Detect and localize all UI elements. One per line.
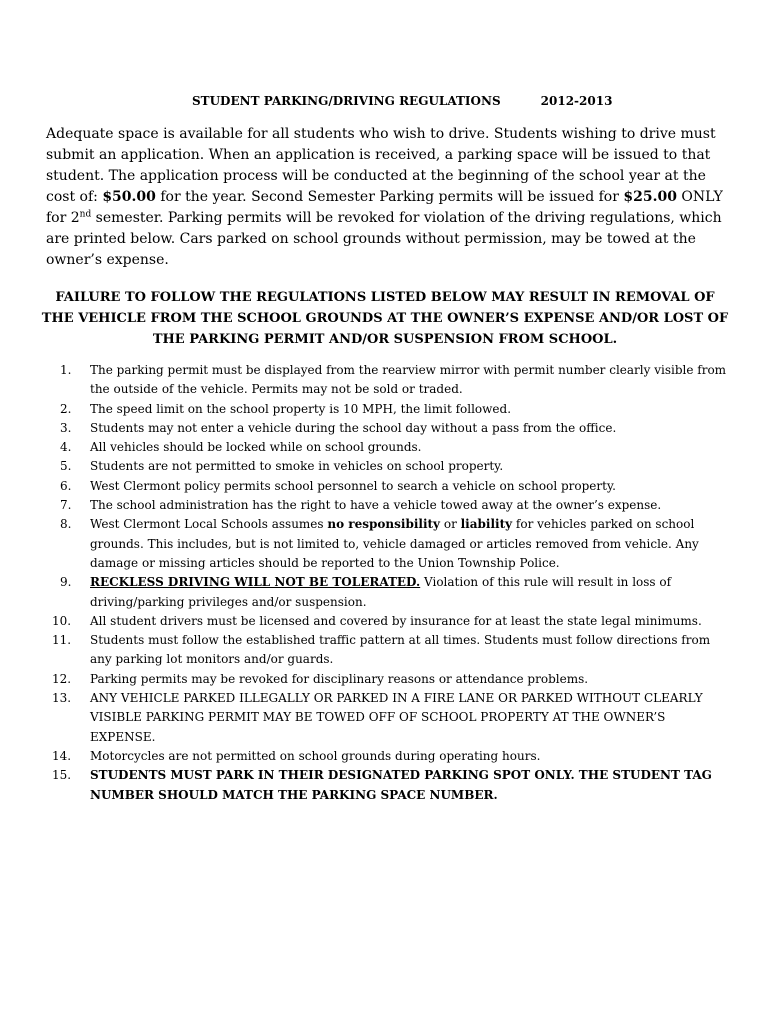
item-number: 8. bbox=[60, 517, 72, 532]
fee-full-year: $50.00 bbox=[102, 189, 156, 205]
item-text: West Clermont policy permits school personnel to search a vehicle on school property. bbox=[90, 478, 616, 493]
intro-text-3: ONLY for 2 bbox=[46, 189, 723, 226]
list-item bbox=[46, 419, 730, 438]
item-text-c: or bbox=[440, 517, 461, 532]
item-number: 12. bbox=[52, 671, 72, 686]
item-text: Motorcycles are not permitted on school grounds during operating hours. bbox=[90, 748, 541, 763]
list-item bbox=[46, 689, 730, 747]
item-number: 2. bbox=[60, 401, 72, 416]
liability-emphasis: liability bbox=[460, 517, 513, 532]
no-responsibility-emphasis: no responsibility bbox=[327, 517, 441, 532]
reckless-driving-emphasis: RECKLESS DRIVING WILL NOT BE TOLERATED. bbox=[90, 575, 421, 590]
item-number: 10. bbox=[52, 613, 72, 628]
item-number: 14. bbox=[52, 748, 72, 763]
item-text-e: for vehicles parked on school grounds. This includes, but is not limited to, vehicle damaged or articles removed from vehicle. Any damage or missing articles should be reported to the Union Township Police. bbox=[90, 517, 699, 570]
list-item bbox=[46, 457, 730, 476]
item-text: The school administration has the right to have a vehicle towed away at the owner’s expense. bbox=[90, 498, 662, 513]
intro-text-1: Adequate space is available for all students who wish to drive. Students wishing to drive must submit an application. When an application is received, a parking space will be issued to that student. The application process will be conducted at the beginning of the school year at the cost of: bbox=[46, 126, 716, 205]
item-number: 6. bbox=[60, 478, 72, 493]
item-number: 3. bbox=[60, 420, 72, 435]
item-number: 13. bbox=[52, 691, 72, 706]
item-number: 11. bbox=[52, 633, 72, 648]
item-text: All vehicles should be locked while on school grounds. bbox=[90, 440, 422, 455]
list-item bbox=[46, 766, 730, 805]
title-text: STUDENT PARKING/DRIVING REGULATIONS bbox=[192, 94, 501, 108]
item-text-a: West Clermont Local Schools assumes bbox=[90, 517, 328, 532]
fee-second-semester: $25.00 bbox=[623, 189, 677, 205]
ordinal-suffix: nd bbox=[79, 209, 92, 220]
item-text: STUDENTS MUST PARK IN THEIR DESIGNATED PARKING SPOT ONLY. THE STUDENT TAG NUMBER SHOULD MATCH THE PARKING SPACE NUMBER. bbox=[90, 768, 712, 802]
item-number: 15. bbox=[52, 768, 72, 783]
rules-list bbox=[46, 361, 730, 805]
item-text: ANY VEHICLE PARKED ILLEGALLY OR PARKED IN A FIRE LANE OR PARKED WITHOUT CLEARLY VISIBLE PARKING PERMIT MAY BE TOWED OFF OF SCHOOL PROPERTY AT THE OWNER’S EXPENSE. bbox=[90, 691, 703, 744]
item-text: Students are not permitted to smoke in vehicles on school property. bbox=[90, 459, 504, 474]
intro-text-2: for the year. Second Semester Parking permits will be issued for bbox=[155, 189, 624, 205]
item-text: The speed limit on the school property is 10 MPH, the limit followed. bbox=[90, 401, 512, 416]
list-item bbox=[46, 631, 730, 670]
list-item bbox=[46, 670, 730, 689]
item-text-b: Violation of this rule will result in loss of driving/parking privileges and/or suspension. bbox=[90, 575, 672, 609]
item-number: 4. bbox=[60, 440, 72, 455]
item-text: Students must follow the established traffic pattern at all times. Students must follow directions from any parking lot monitors and/or guards. bbox=[90, 633, 711, 667]
page-title bbox=[192, 94, 612, 108]
list-item bbox=[46, 515, 730, 573]
item-number: 9. bbox=[60, 575, 72, 590]
list-item bbox=[46, 400, 730, 419]
list-item bbox=[46, 477, 730, 496]
title-year: 2012-2013 bbox=[540, 94, 613, 108]
intro-paragraph bbox=[46, 124, 732, 271]
list-item bbox=[46, 612, 730, 631]
item-number: 1. bbox=[60, 363, 72, 377]
intro-text-4: semester. Parking permits will be revoked for violation of the driving regulations, which are printed below. Cars parked on school grounds without permission, may be towed at the owner’s expense. bbox=[46, 210, 722, 268]
item-number: 7. bbox=[60, 498, 72, 513]
item-text: The parking permit must be displayed from the rearview mirror with permit number clearly visible from the outside of the vehicle. Permits may not be sold or traded. bbox=[90, 363, 727, 397]
list-item bbox=[46, 361, 730, 400]
item-text: Students may not enter a vehicle during the school day without a pass from the office. bbox=[90, 420, 617, 435]
list-item bbox=[46, 573, 730, 612]
item-text: Parking permits may be revoked for disciplinary reasons or attendance problems. bbox=[90, 671, 589, 686]
item-text: All student drivers must be licensed and covered by insurance for at least the state legal minimums. bbox=[90, 613, 702, 628]
warning-notice: FAILURE TO FOLLOW THE REGULATIONS LISTED BELOW MAY RESULT IN REMOVAL OF THE VEHICLE FROM THE SCHOOL GROUNDS AT THE OWNER’S EXPENSE AND/OR LOST OF THE PARKING PERMIT AND/OR SUSPENSION FROM SCHOOL. bbox=[41, 290, 729, 347]
item-number: 5. bbox=[60, 459, 72, 474]
list-item bbox=[46, 438, 730, 457]
list-item bbox=[46, 747, 730, 766]
list-item bbox=[46, 496, 730, 515]
